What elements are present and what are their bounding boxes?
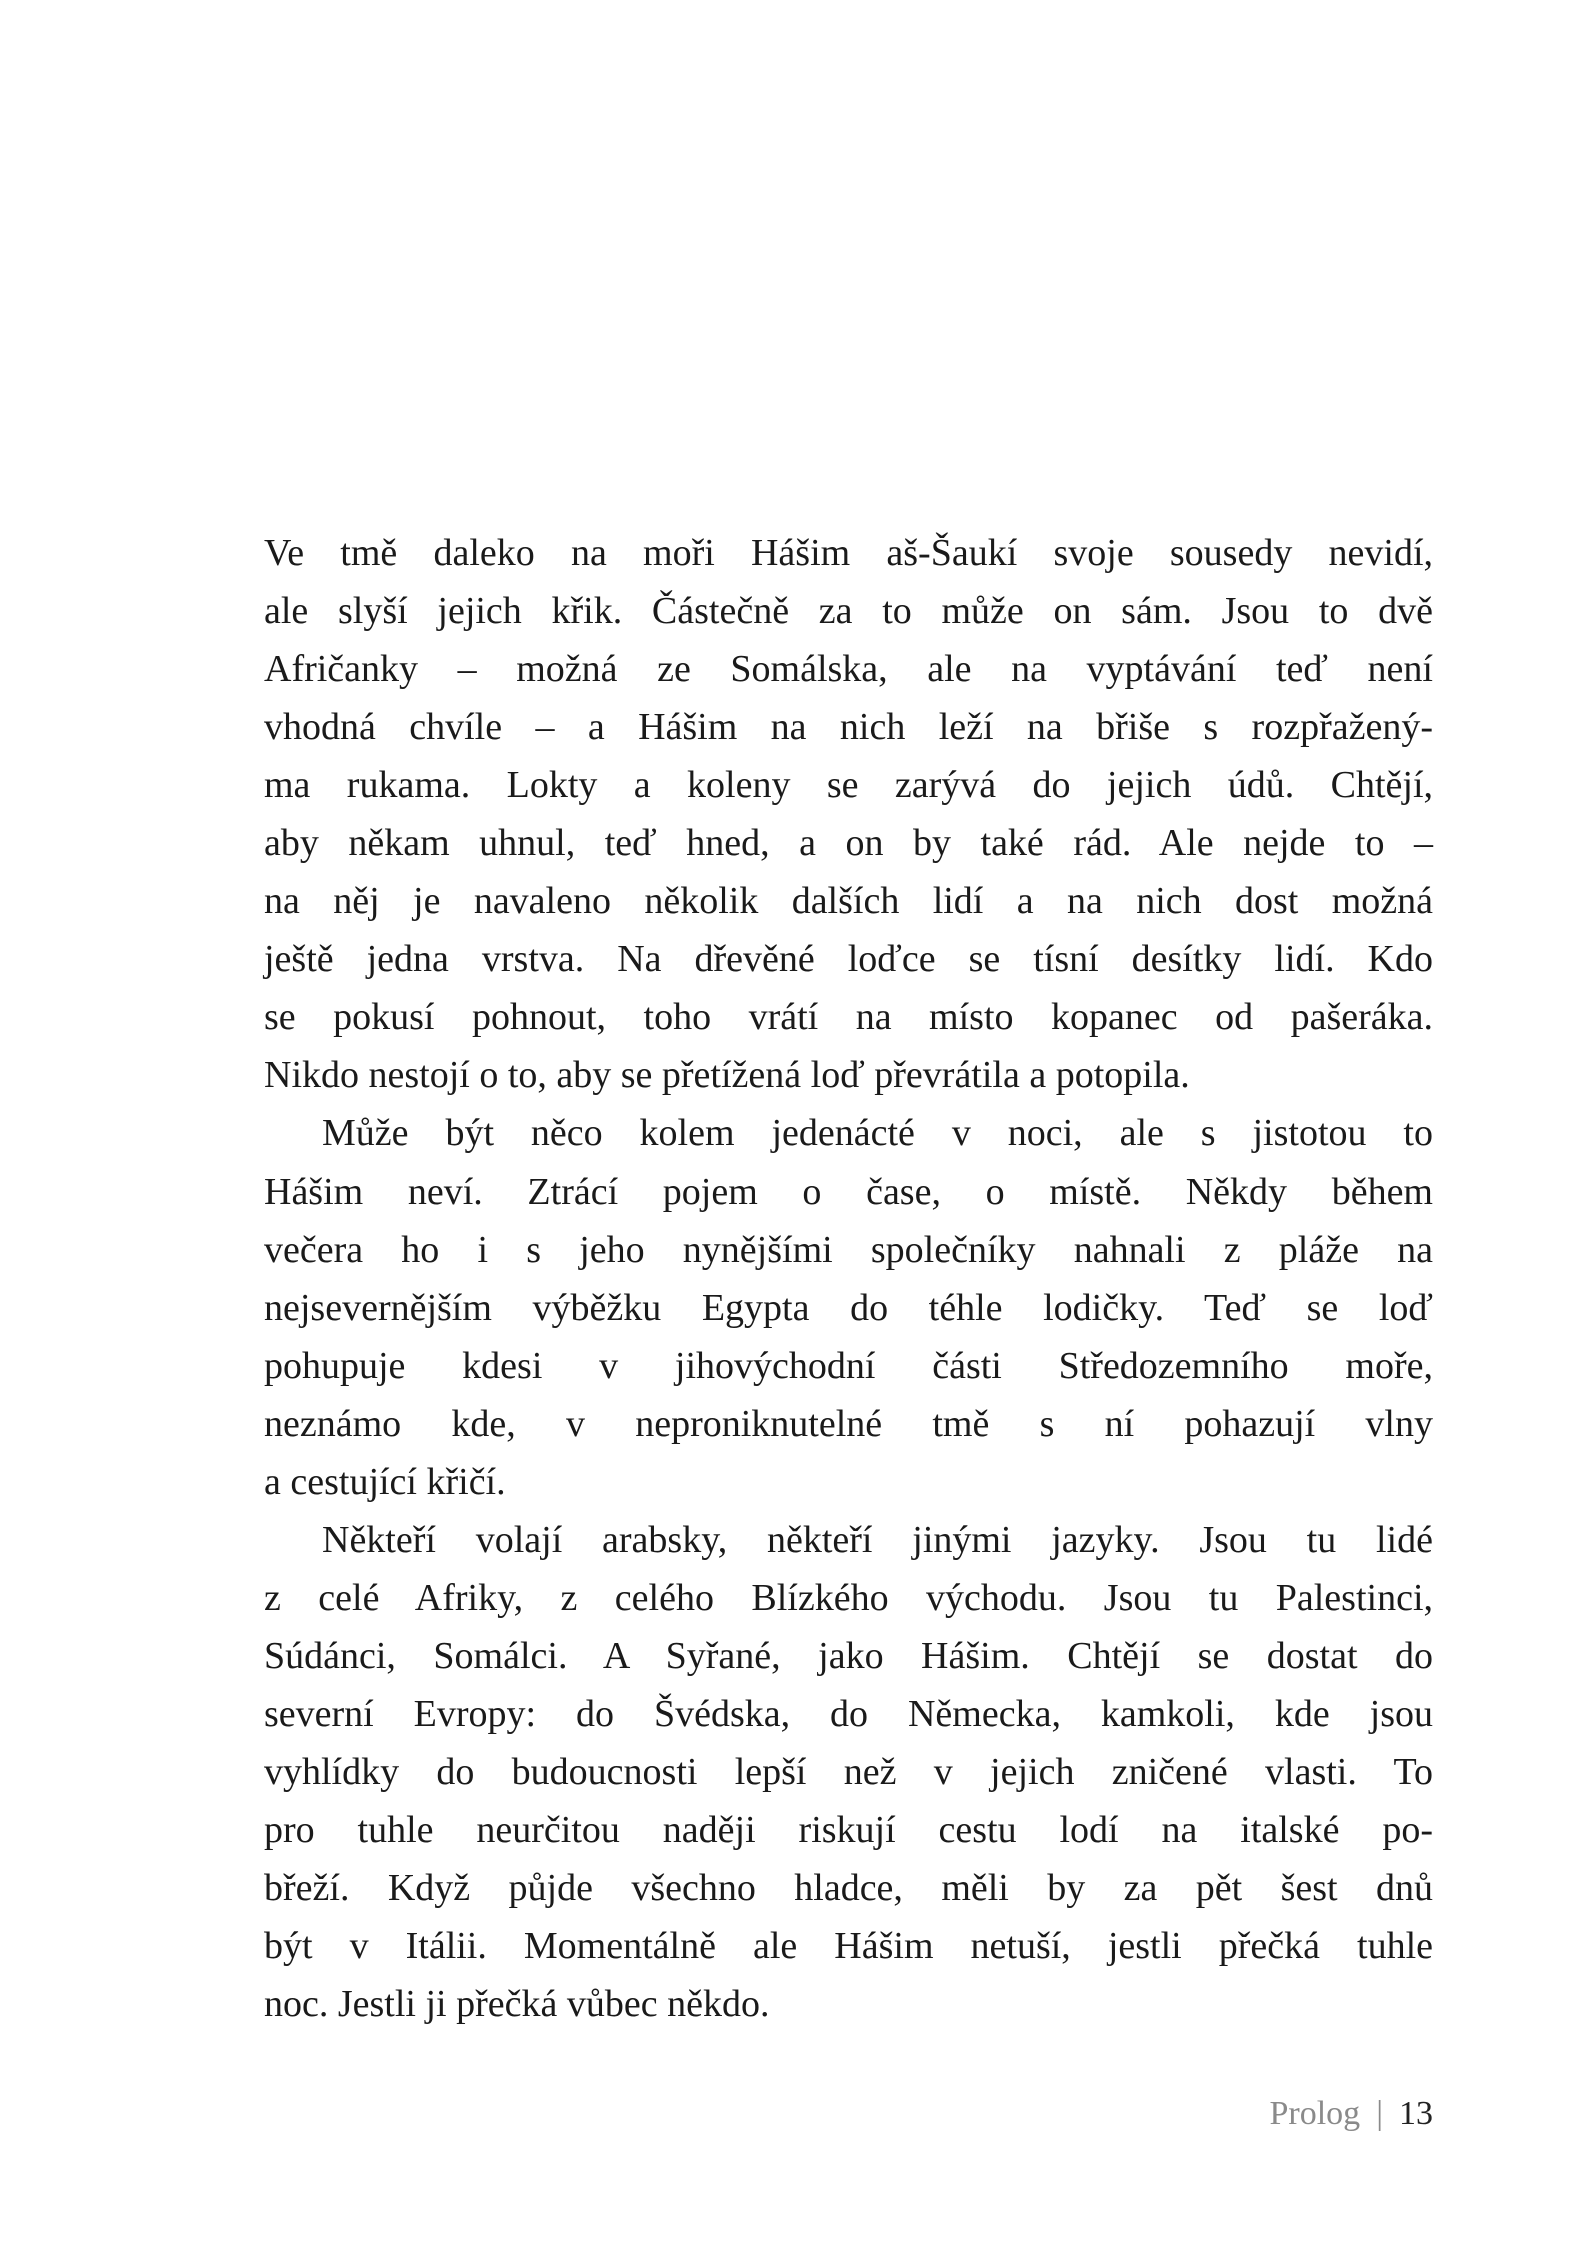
text-line: na něj je navaleno několik dalších lidí a na nich dost možná [264, 880, 1433, 923]
text-line: Ve tmě daleko na moři Hášim aš-Šaukí svoje sousedy nevidí, [264, 532, 1433, 574]
text-line: nejsevernějším výběžku Egypta do téhle lodičky. Teď se loď [264, 1286, 1433, 1329]
text-line: Hášim neví. Ztrácí pojem o čase, o místě. Někdy během [264, 1170, 1433, 1213]
text-line: Může být něco kolem jedenácté v noci, ale s jistotou to [322, 1112, 1433, 1155]
text-line: neznámo kde, v neproniknutelné tmě s ní pohazují vlny [264, 1402, 1433, 1445]
text-line: Afričanky – možná ze Somálska, ale na vyptávání teď není [264, 648, 1433, 691]
text-line: Nikdo nestojí o to, aby se přetížená loď převrátila a potopila. [264, 1054, 1190, 1097]
text-line: být v Itálii. Momentálně ale Hášim netuší, jestli přečká tuhle [264, 1925, 1433, 1968]
text-line: břeží. Když půjde všechno hladce, měli by za pět šest dnů [264, 1867, 1433, 1910]
text-line: pro tuhle neurčitou naději riskují cestu lodí na italské po- [264, 1809, 1433, 1852]
text-line: se pokusí pohnout, toho vrátí na místo kopanec od pašeráka. [264, 996, 1433, 1039]
text-line: ma rukama. Lokty a koleny se zarývá do jejich údů. Chtějí, [264, 764, 1433, 807]
running-footer [1270, 2090, 1434, 2138]
text-line: vhodná chvíle – a Hášim na nich leží na břiše s rozpřažený- [264, 706, 1433, 749]
text-line: Súdánci, Somálci. A Syřané, jako Hášim. Chtějí se dostat do [264, 1634, 1433, 1677]
text-line: vyhlídky do budoucnosti lepší než v jejich zničené vlasti. To [264, 1750, 1433, 1793]
text-line: ještě jedna vrstva. Na dřevěné loďce se tísní desítky lidí. Kdo [264, 938, 1433, 981]
text-line: severní Evropy: do Švédska, do Německa, kamkoli, kde jsou [264, 1692, 1433, 1735]
text-line: noc. Jestli ji přečká vůbec někdo. [264, 1983, 770, 2026]
text-line: z celé Afriky, z celého Blízkého východu. Jsou tu Palestinci, [264, 1576, 1433, 1619]
section-title: Prolog [1269, 2095, 1361, 2132]
text-line: pohupuje kdesi v jihovýchodní části Středozemního moře, [264, 1344, 1433, 1387]
text-line: Někteří volají arabsky, někteří jinými jazyky. Jsou tu lidé [322, 1518, 1433, 1561]
text-line: večera ho i s jeho nynějšími společníky nahnali z pláže na [264, 1228, 1433, 1271]
text-line: a cestující křičí. [264, 1460, 506, 1503]
text-line: ale slyší jejich křik. Částečně za to může on sám. Jsou to dvě [264, 590, 1433, 633]
body-text [264, 524, 1433, 2033]
page-number: 13 [1399, 2095, 1433, 2132]
footer-separator: | [1376, 2095, 1383, 2132]
text-line: aby někam uhnul, teď hned, a on by také rád. Ale nejde to – [264, 822, 1433, 865]
